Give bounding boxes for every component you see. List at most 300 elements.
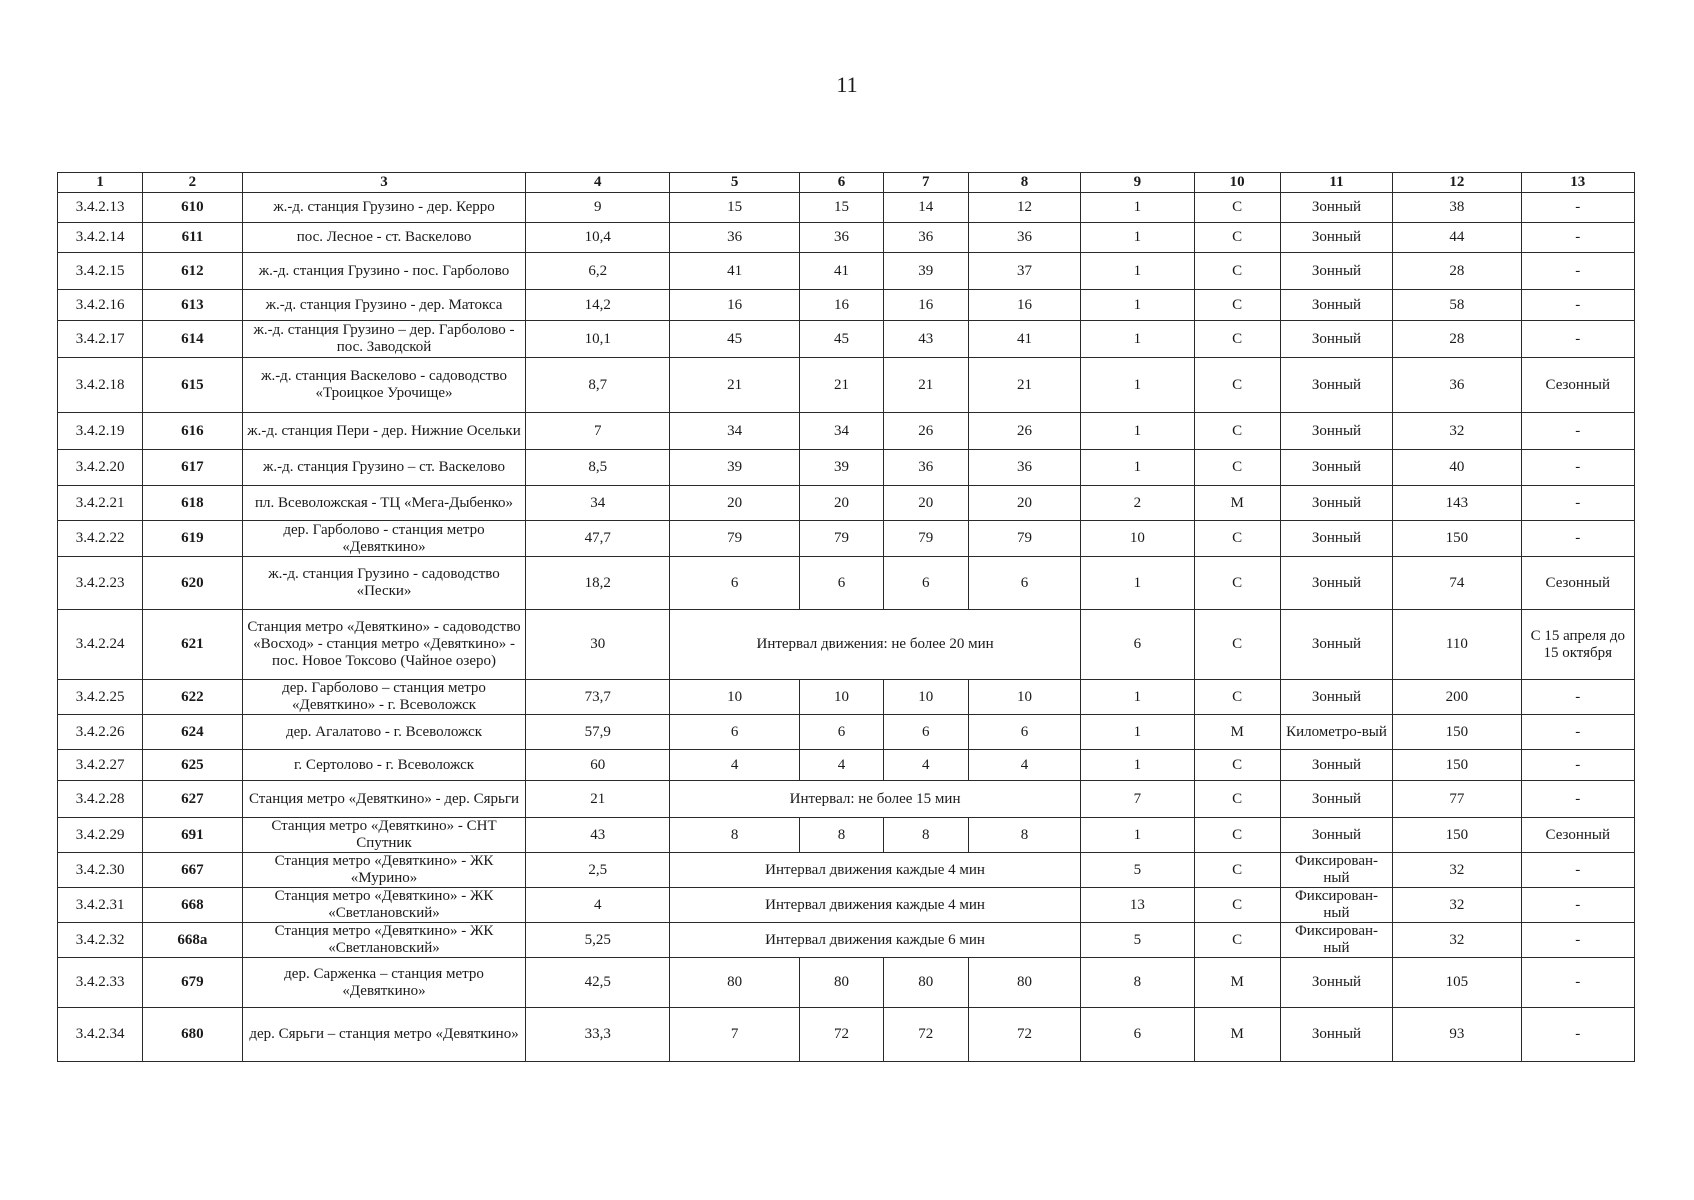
- season-cell: -: [1521, 750, 1634, 781]
- value-cell-12: 32: [1393, 853, 1521, 888]
- row-id-cell: 3.4.2.25: [58, 680, 143, 715]
- value-cell-9: 10: [1081, 521, 1194, 557]
- route-name-cell: Станция метро «Девяткино» - СНТ Спутник: [242, 818, 526, 853]
- season-cell: -: [1521, 521, 1634, 557]
- route-number-cell: 610: [143, 193, 242, 223]
- fare-type-cell: Зонный: [1280, 557, 1392, 610]
- route-name-cell: ж.-д. станция Грузино – ст. Васкелово: [242, 450, 526, 486]
- table-row: [58, 958, 1635, 1008]
- route-number-cell: 611: [143, 223, 242, 253]
- value-cell-12: 58: [1393, 290, 1521, 321]
- fare-type-cell: Зонный: [1280, 321, 1392, 358]
- value-cell-9: 1: [1081, 557, 1194, 610]
- value-cell-6: 72: [800, 1008, 883, 1062]
- value-cell-6: 34: [800, 413, 883, 450]
- value-cell-8: 20: [968, 486, 1080, 521]
- route-name-cell: дер. Гарболово - станция метро «Девяткино»: [242, 521, 526, 557]
- table-row: [58, 680, 1635, 715]
- value-cell-10: С: [1194, 888, 1280, 923]
- length-cell: 43: [526, 818, 669, 853]
- season-cell: -: [1521, 193, 1634, 223]
- value-cell-10: М: [1194, 715, 1280, 750]
- table-row: [58, 253, 1635, 290]
- length-cell: 18,2: [526, 557, 669, 610]
- length-cell: 73,7: [526, 680, 669, 715]
- value-cell-12: 150: [1393, 818, 1521, 853]
- value-cell-12: 150: [1393, 521, 1521, 557]
- length-cell: 2,5: [526, 853, 669, 888]
- fare-type-cell: Фиксирован-ный: [1280, 923, 1392, 958]
- fare-type-cell: Зонный: [1280, 958, 1392, 1008]
- table-row: [58, 450, 1635, 486]
- value-cell-6: 6: [800, 715, 883, 750]
- table-body: [58, 193, 1635, 1062]
- value-cell-12: 38: [1393, 193, 1521, 223]
- value-cell-9: 13: [1081, 888, 1194, 923]
- value-cell-6: 16: [800, 290, 883, 321]
- route-number-cell: 615: [143, 358, 242, 413]
- column-header: 9: [1081, 173, 1194, 193]
- value-cell-10: С: [1194, 750, 1280, 781]
- route-name-cell: ж.-д. станция Грузино - дер. Керро: [242, 193, 526, 223]
- value-cell-12: 44: [1393, 223, 1521, 253]
- route-number-cell: 619: [143, 521, 242, 557]
- length-cell: 42,5: [526, 958, 669, 1008]
- length-cell: 10,1: [526, 321, 669, 358]
- season-cell: -: [1521, 923, 1634, 958]
- value-cell-7: 14: [883, 193, 968, 223]
- value-cell-10: С: [1194, 853, 1280, 888]
- season-cell: -: [1521, 223, 1634, 253]
- value-cell-10: М: [1194, 486, 1280, 521]
- value-cell-9: 6: [1081, 610, 1194, 680]
- route-name-cell: пос. Лесное - ст. Васкелово: [242, 223, 526, 253]
- value-cell-10: С: [1194, 358, 1280, 413]
- interval-cell: Интервал движения каждые 6 мин: [669, 923, 1080, 958]
- table-row: [58, 818, 1635, 853]
- route-name-cell: Станция метро «Девяткино» - дер. Сярьги: [242, 781, 526, 818]
- value-cell-7: 4: [883, 750, 968, 781]
- value-cell-12: 28: [1393, 321, 1521, 358]
- value-cell-5: 20: [669, 486, 799, 521]
- row-id-cell: 3.4.2.15: [58, 253, 143, 290]
- row-id-cell: 3.4.2.26: [58, 715, 143, 750]
- value-cell-9: 1: [1081, 321, 1194, 358]
- route-number-cell: 624: [143, 715, 242, 750]
- value-cell-12: 28: [1393, 253, 1521, 290]
- value-cell-10: С: [1194, 253, 1280, 290]
- length-cell: 6,2: [526, 253, 669, 290]
- value-cell-9: 1: [1081, 223, 1194, 253]
- value-cell-8: 10: [968, 680, 1080, 715]
- fare-type-cell: Зонный: [1280, 781, 1392, 818]
- value-cell-7: 6: [883, 557, 968, 610]
- value-cell-5: 41: [669, 253, 799, 290]
- table-row: [58, 193, 1635, 223]
- value-cell-9: 1: [1081, 680, 1194, 715]
- table-row: [58, 557, 1635, 610]
- value-cell-10: М: [1194, 958, 1280, 1008]
- row-id-cell: 3.4.2.33: [58, 958, 143, 1008]
- route-number-cell: 616: [143, 413, 242, 450]
- fare-type-cell: Зонный: [1280, 1008, 1392, 1062]
- value-cell-9: 5: [1081, 923, 1194, 958]
- value-cell-7: 6: [883, 715, 968, 750]
- value-cell-8: 4: [968, 750, 1080, 781]
- length-cell: 21: [526, 781, 669, 818]
- table-row: [58, 715, 1635, 750]
- value-cell-8: 80: [968, 958, 1080, 1008]
- table-row: [58, 853, 1635, 888]
- value-cell-8: 26: [968, 413, 1080, 450]
- route-name-cell: дер. Гарболово – станция метро «Девяткино» - г. Всеволожск: [242, 680, 526, 715]
- value-cell-6: 21: [800, 358, 883, 413]
- length-cell: 9: [526, 193, 669, 223]
- season-cell: Сезонный: [1521, 818, 1634, 853]
- column-header: 7: [883, 173, 968, 193]
- column-header: 11: [1280, 173, 1392, 193]
- value-cell-5: 45: [669, 321, 799, 358]
- value-cell-9: 1: [1081, 413, 1194, 450]
- interval-cell: Интервал: не более 15 мин: [669, 781, 1080, 818]
- interval-cell: Интервал движения каждые 4 мин: [669, 853, 1080, 888]
- value-cell-12: 36: [1393, 358, 1521, 413]
- row-id-cell: 3.4.2.14: [58, 223, 143, 253]
- fare-type-cell: Зонный: [1280, 290, 1392, 321]
- value-cell-12: 77: [1393, 781, 1521, 818]
- season-cell: -: [1521, 888, 1634, 923]
- row-id-cell: 3.4.2.32: [58, 923, 143, 958]
- value-cell-10: С: [1194, 680, 1280, 715]
- length-cell: 10,4: [526, 223, 669, 253]
- route-name-cell: дер. Агалатово - г. Всеволожск: [242, 715, 526, 750]
- value-cell-8: 21: [968, 358, 1080, 413]
- season-cell: -: [1521, 781, 1634, 818]
- season-cell: -: [1521, 853, 1634, 888]
- value-cell-5: 79: [669, 521, 799, 557]
- route-number-cell: 621: [143, 610, 242, 680]
- row-id-cell: 3.4.2.30: [58, 853, 143, 888]
- column-header: 6: [800, 173, 883, 193]
- value-cell-7: 80: [883, 958, 968, 1008]
- length-cell: 7: [526, 413, 669, 450]
- table-row: [58, 923, 1635, 958]
- column-header: 1: [58, 173, 143, 193]
- value-cell-12: 105: [1393, 958, 1521, 1008]
- table-row: [58, 413, 1635, 450]
- value-cell-8: 72: [968, 1008, 1080, 1062]
- route-number-cell: 625: [143, 750, 242, 781]
- fare-type-cell: Зонный: [1280, 486, 1392, 521]
- season-cell: Сезонный: [1521, 557, 1634, 610]
- interval-cell: Интервал движения: не более 20 мин: [669, 610, 1080, 680]
- row-id-cell: 3.4.2.17: [58, 321, 143, 358]
- value-cell-6: 79: [800, 521, 883, 557]
- value-cell-5: 6: [669, 557, 799, 610]
- route-number-cell: 691: [143, 818, 242, 853]
- value-cell-8: 16: [968, 290, 1080, 321]
- season-cell: -: [1521, 413, 1634, 450]
- route-number-cell: 612: [143, 253, 242, 290]
- value-cell-12: 110: [1393, 610, 1521, 680]
- column-header: 4: [526, 173, 669, 193]
- table-row: [58, 888, 1635, 923]
- value-cell-12: 32: [1393, 888, 1521, 923]
- table-header-row: [58, 173, 1635, 193]
- column-header: 2: [143, 173, 242, 193]
- length-cell: 60: [526, 750, 669, 781]
- length-cell: 47,7: [526, 521, 669, 557]
- value-cell-12: 150: [1393, 750, 1521, 781]
- row-id-cell: 3.4.2.16: [58, 290, 143, 321]
- season-cell: -: [1521, 1008, 1634, 1062]
- fare-type-cell: Зонный: [1280, 521, 1392, 557]
- table-row: [58, 358, 1635, 413]
- value-cell-12: 74: [1393, 557, 1521, 610]
- value-cell-6: 20: [800, 486, 883, 521]
- season-cell: -: [1521, 253, 1634, 290]
- table-row: [58, 610, 1635, 680]
- value-cell-9: 1: [1081, 358, 1194, 413]
- season-cell: -: [1521, 680, 1634, 715]
- row-id-cell: 3.4.2.23: [58, 557, 143, 610]
- value-cell-9: 1: [1081, 193, 1194, 223]
- page-number: 11: [836, 72, 858, 97]
- fare-type-cell: Зонный: [1280, 413, 1392, 450]
- route-name-cell: ж.-д. станция Грузино - садоводство «Пески»: [242, 557, 526, 610]
- route-number-cell: 668а: [143, 923, 242, 958]
- value-cell-5: 6: [669, 715, 799, 750]
- length-cell: 34: [526, 486, 669, 521]
- route-number-cell: 679: [143, 958, 242, 1008]
- value-cell-7: 36: [883, 223, 968, 253]
- value-cell-12: 150: [1393, 715, 1521, 750]
- value-cell-10: С: [1194, 610, 1280, 680]
- row-id-cell: 3.4.2.27: [58, 750, 143, 781]
- column-header: 5: [669, 173, 799, 193]
- length-cell: 30: [526, 610, 669, 680]
- length-cell: 57,9: [526, 715, 669, 750]
- season-cell: Сезонный: [1521, 358, 1634, 413]
- row-id-cell: 3.4.2.24: [58, 610, 143, 680]
- route-name-cell: г. Сертолово - г. Всеволожск: [242, 750, 526, 781]
- fare-type-cell: Фиксирован-ный: [1280, 888, 1392, 923]
- route-number-cell: 668: [143, 888, 242, 923]
- route-number-cell: 680: [143, 1008, 242, 1062]
- value-cell-10: С: [1194, 223, 1280, 253]
- value-cell-5: 4: [669, 750, 799, 781]
- value-cell-9: 8: [1081, 958, 1194, 1008]
- interval-cell: Интервал движения каждые 4 мин: [669, 888, 1080, 923]
- column-header: 12: [1393, 173, 1521, 193]
- value-cell-7: 21: [883, 358, 968, 413]
- value-cell-6: 39: [800, 450, 883, 486]
- route-name-cell: Станция метро «Девяткино» - ЖК «Мурино»: [242, 853, 526, 888]
- value-cell-5: 8: [669, 818, 799, 853]
- fare-type-cell: Зонный: [1280, 253, 1392, 290]
- row-id-cell: 3.4.2.22: [58, 521, 143, 557]
- value-cell-5: 10: [669, 680, 799, 715]
- route-number-cell: 618: [143, 486, 242, 521]
- fare-type-cell: Фиксирован-ный: [1280, 853, 1392, 888]
- value-cell-12: 32: [1393, 413, 1521, 450]
- value-cell-8: 41: [968, 321, 1080, 358]
- table-row: [58, 1008, 1635, 1062]
- value-cell-8: 6: [968, 715, 1080, 750]
- value-cell-9: 1: [1081, 253, 1194, 290]
- value-cell-12: 40: [1393, 450, 1521, 486]
- value-cell-9: 5: [1081, 853, 1194, 888]
- table-row: [58, 290, 1635, 321]
- length-cell: 4: [526, 888, 669, 923]
- value-cell-6: 4: [800, 750, 883, 781]
- value-cell-6: 45: [800, 321, 883, 358]
- table-row: [58, 486, 1635, 521]
- value-cell-9: 6: [1081, 1008, 1194, 1062]
- value-cell-5: 15: [669, 193, 799, 223]
- season-cell: -: [1521, 958, 1634, 1008]
- season-cell: С 15 апреля до 15 октября: [1521, 610, 1634, 680]
- value-cell-7: 43: [883, 321, 968, 358]
- value-cell-7: 16: [883, 290, 968, 321]
- fare-type-cell: Зонный: [1280, 750, 1392, 781]
- route-name-cell: ж.-д. станция Пери - дер. Нижние Осельки: [242, 413, 526, 450]
- value-cell-10: С: [1194, 290, 1280, 321]
- table-row: [58, 750, 1635, 781]
- row-id-cell: 3.4.2.13: [58, 193, 143, 223]
- fare-type-cell: Зонный: [1280, 358, 1392, 413]
- value-cell-7: 39: [883, 253, 968, 290]
- value-cell-7: 72: [883, 1008, 968, 1062]
- column-header: 10: [1194, 173, 1280, 193]
- route-number-cell: 667: [143, 853, 242, 888]
- value-cell-6: 8: [800, 818, 883, 853]
- row-id-cell: 3.4.2.20: [58, 450, 143, 486]
- table-row: [58, 781, 1635, 818]
- value-cell-7: 20: [883, 486, 968, 521]
- value-cell-7: 8: [883, 818, 968, 853]
- fare-type-cell: Зонный: [1280, 223, 1392, 253]
- season-cell: -: [1521, 486, 1634, 521]
- value-cell-10: С: [1194, 923, 1280, 958]
- value-cell-8: 36: [968, 223, 1080, 253]
- route-name-cell: дер. Сарженка – станция метро «Девяткино»: [242, 958, 526, 1008]
- value-cell-8: 36: [968, 450, 1080, 486]
- season-cell: -: [1521, 290, 1634, 321]
- row-id-cell: 3.4.2.21: [58, 486, 143, 521]
- row-id-cell: 3.4.2.31: [58, 888, 143, 923]
- value-cell-10: С: [1194, 450, 1280, 486]
- route-name-cell: Станция метро «Девяткино» - ЖК «Светлановский»: [242, 888, 526, 923]
- value-cell-9: 1: [1081, 818, 1194, 853]
- season-cell: -: [1521, 715, 1634, 750]
- row-id-cell: 3.4.2.29: [58, 818, 143, 853]
- table-row: [58, 321, 1635, 358]
- route-name-cell: Станция метро «Девяткино» - ЖК «Светлановский»: [242, 923, 526, 958]
- fare-type-cell: Зонный: [1280, 818, 1392, 853]
- value-cell-8: 6: [968, 557, 1080, 610]
- value-cell-10: М: [1194, 1008, 1280, 1062]
- value-cell-7: 79: [883, 521, 968, 557]
- value-cell-10: С: [1194, 521, 1280, 557]
- value-cell-5: 7: [669, 1008, 799, 1062]
- row-id-cell: 3.4.2.19: [58, 413, 143, 450]
- value-cell-9: 7: [1081, 781, 1194, 818]
- length-cell: 8,7: [526, 358, 669, 413]
- value-cell-8: 37: [968, 253, 1080, 290]
- route-name-cell: пл. Всеволожская - ТЦ «Мега-Дыбенко»: [242, 486, 526, 521]
- route-name-cell: ж.-д. станция Васкелово - садоводство «Троицкое Урочище»: [242, 358, 526, 413]
- column-header: 8: [968, 173, 1080, 193]
- fare-type-cell: Зонный: [1280, 450, 1392, 486]
- value-cell-10: С: [1194, 557, 1280, 610]
- season-cell: -: [1521, 321, 1634, 358]
- row-id-cell: 3.4.2.18: [58, 358, 143, 413]
- value-cell-9: 1: [1081, 450, 1194, 486]
- value-cell-6: 36: [800, 223, 883, 253]
- length-cell: 5,25: [526, 923, 669, 958]
- value-cell-10: С: [1194, 818, 1280, 853]
- length-cell: 33,3: [526, 1008, 669, 1062]
- fare-type-cell: Километро-вый: [1280, 715, 1392, 750]
- fare-type-cell: Зонный: [1280, 610, 1392, 680]
- column-header: 3: [242, 173, 526, 193]
- value-cell-12: 32: [1393, 923, 1521, 958]
- value-cell-6: 10: [800, 680, 883, 715]
- value-cell-10: С: [1194, 781, 1280, 818]
- value-cell-5: 16: [669, 290, 799, 321]
- length-cell: 8,5: [526, 450, 669, 486]
- value-cell-10: С: [1194, 193, 1280, 223]
- route-name-cell: ж.-д. станция Грузино - пос. Гарболово: [242, 253, 526, 290]
- value-cell-5: 36: [669, 223, 799, 253]
- route-number-cell: 622: [143, 680, 242, 715]
- row-id-cell: 3.4.2.34: [58, 1008, 143, 1062]
- route-name-cell: ж.-д. станция Грузино – дер. Гарболово - пос. Заводской: [242, 321, 526, 358]
- value-cell-12: 143: [1393, 486, 1521, 521]
- value-cell-6: 41: [800, 253, 883, 290]
- fare-type-cell: Зонный: [1280, 193, 1392, 223]
- route-number-cell: 620: [143, 557, 242, 610]
- value-cell-9: 2: [1081, 486, 1194, 521]
- route-name-cell: дер. Сярьги – станция метро «Девяткино»: [242, 1008, 526, 1062]
- row-id-cell: 3.4.2.28: [58, 781, 143, 818]
- value-cell-9: 1: [1081, 715, 1194, 750]
- table-row: [58, 521, 1635, 557]
- value-cell-8: 8: [968, 818, 1080, 853]
- route-number-cell: 617: [143, 450, 242, 486]
- value-cell-7: 10: [883, 680, 968, 715]
- value-cell-6: 15: [800, 193, 883, 223]
- value-cell-5: 34: [669, 413, 799, 450]
- column-header: 13: [1521, 173, 1634, 193]
- route-name-cell: ж.-д. станция Грузино - дер. Матокса: [242, 290, 526, 321]
- season-cell: -: [1521, 450, 1634, 486]
- route-number-cell: 627: [143, 781, 242, 818]
- table-row: [58, 223, 1635, 253]
- fare-type-cell: Зонный: [1280, 680, 1392, 715]
- value-cell-5: 21: [669, 358, 799, 413]
- value-cell-8: 79: [968, 521, 1080, 557]
- value-cell-12: 93: [1393, 1008, 1521, 1062]
- routes-table: [57, 172, 1635, 1062]
- value-cell-7: 26: [883, 413, 968, 450]
- route-number-cell: 614: [143, 321, 242, 358]
- value-cell-5: 39: [669, 450, 799, 486]
- route-number-cell: 613: [143, 290, 242, 321]
- route-name-cell: Станция метро «Девяткино» - садоводство «Восход» - станция метро «Девяткино» - пос. Новое Токсово (Чайное озеро): [242, 610, 526, 680]
- value-cell-6: 6: [800, 557, 883, 610]
